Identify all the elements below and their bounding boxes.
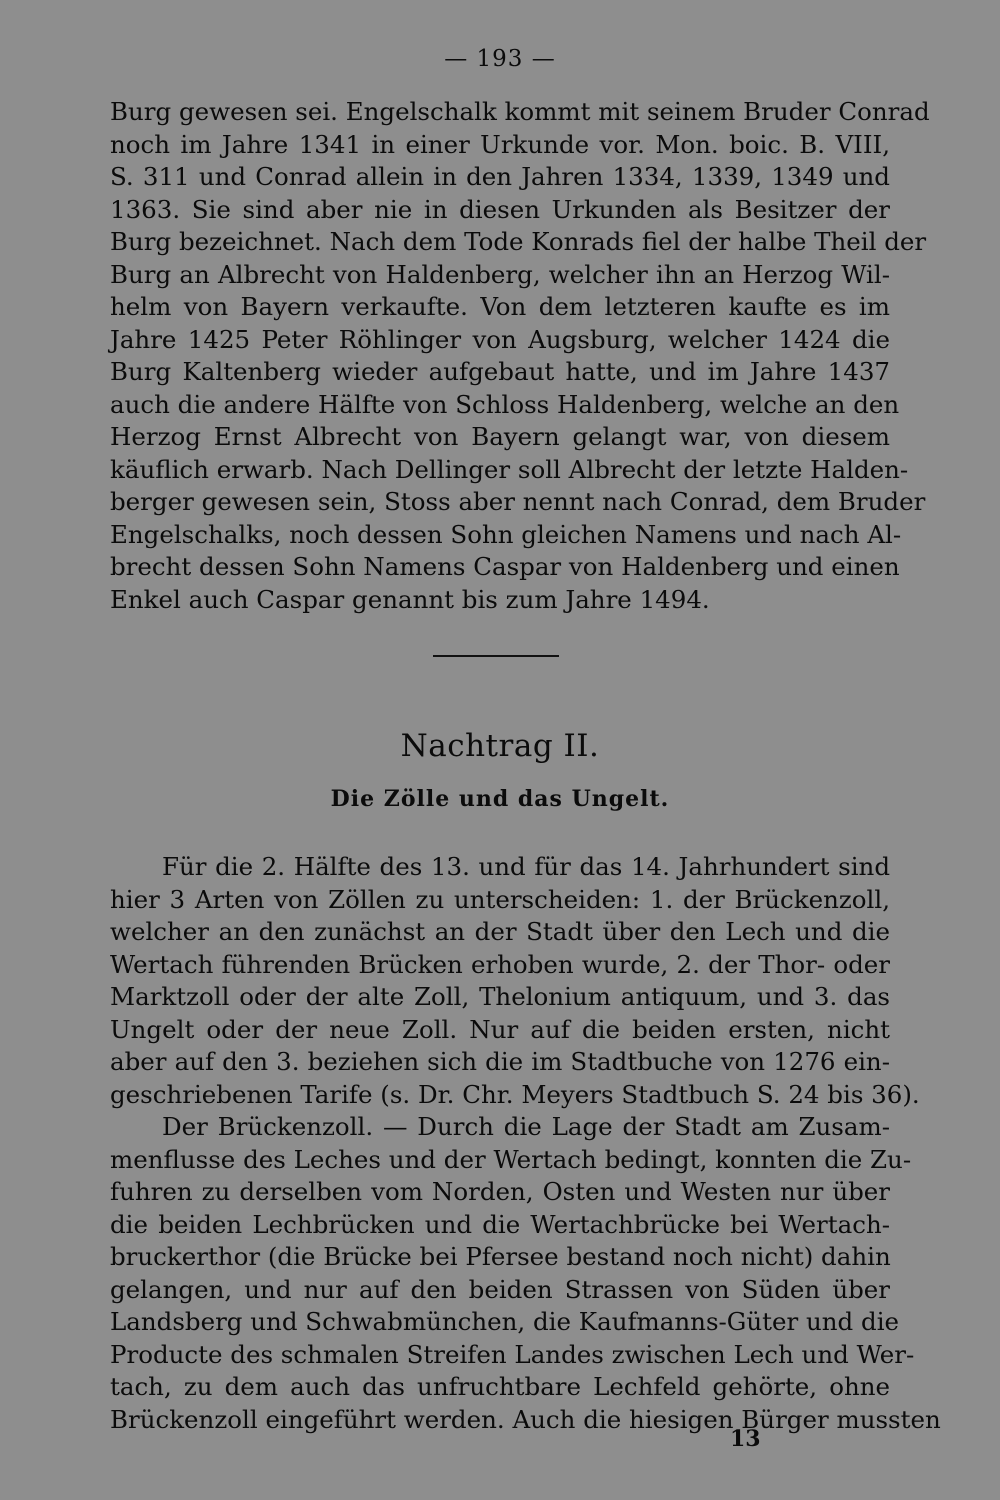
text-line: Burg Kaltenberg wieder aufgebaut hatte, und im Jahre 1437: [110, 357, 890, 386]
text-line: Der Brückenzoll. — Durch die Lage der Stadt am Zusam-: [162, 1112, 890, 1141]
text-line: bruckerthor (die Brücke bei Pfersee bestand noch nicht) dahin: [110, 1242, 891, 1271]
text-line: helm von Bayern verkaufte. Von dem letzteren kaufte es im: [110, 292, 890, 321]
section-subtitle: Die Zölle und das Ungelt.: [330, 786, 670, 812]
text-line: berger gewesen sein, Stoss aber nennt nach Conrad, dem Bruder: [110, 487, 926, 516]
text-line: hier 3 Arten von Zöllen zu unterscheiden: 1. der Brückenzoll,: [110, 884, 890, 914]
text-line: S. 311 und Conrad allein in den Jahren 1334, 1339, 1349 und: [110, 162, 890, 191]
text-line: fuhren zu derselben vom Norden, Osten und Westen nur über: [110, 1177, 890, 1206]
text-line: Jahre 1425 Peter Röhlinger von Augsburg, welcher 1424 die: [110, 324, 890, 354]
text-line: aber auf den 3. beziehen sich die im Stadtbuche von 1276 ein-: [110, 1047, 890, 1076]
text-line: brecht dessen Sohn Namens Caspar von Haldenberg und einen: [110, 552, 900, 581]
text-line: käuflich erwarb. Nach Dellinger soll Albrecht der letzte Halden-: [110, 454, 909, 484]
paragraph-zoll-types: [110, 851, 920, 1111]
text-line: geschriebenen Tarife (s. Dr. Chr. Meyers Stadtbuch S. 24 bis 36).: [110, 1079, 920, 1109]
text-line: Enkel auch Caspar genannt bis zum Jahre 1494.: [110, 584, 710, 614]
paragraph-burg-history: [110, 96, 930, 616]
text-line: Burg bezeichnet. Nach dem Tode Konrads fiel der halbe Theil der: [110, 227, 927, 256]
text-line: Burg an Albrecht von Haldenberg, welcher ihn an Herzog Wil-: [110, 259, 890, 289]
text-line: Burg gewesen sei. Engelschalk kommt mit seinem Bruder Conrad: [110, 97, 930, 126]
text-line: noch im Jahre 1341 in einer Urkunde vor. Mon. boic. B. VIII,: [110, 129, 890, 159]
text-line: Marktzoll oder der alte Zoll, Thelonium antiquum, und 3. das: [110, 982, 890, 1011]
text-line: tach, zu dem auch das unfruchtbare Lechfeld gehörte, ohne: [110, 1372, 890, 1401]
text-line: Brückenzoll eingeführt werden. Auch die hiesigen Bürger mussten: [110, 1404, 941, 1434]
printer-signature: 13: [730, 1426, 761, 1452]
text-line: Engelschalks, noch dessen Sohn gleichen Namens und nach Al-: [110, 519, 902, 549]
text-line: Wertach führenden Brücken erhoben wurde, 2. der Thor- oder: [110, 949, 890, 979]
text-line: gelangen, und nur auf den beiden Strassen von Süden über: [110, 1274, 890, 1304]
text-line: Landsberg und Schwabmünchen, die Kaufmanns-Güter und die: [110, 1307, 900, 1336]
section-divider: [433, 655, 559, 657]
text-line: 1363. Sie sind aber nie in diesen Urkunden als Besitzer der: [110, 194, 890, 224]
text-line: Herzog Ernst Albrecht von Bayern gelangt war, von diesem: [110, 422, 890, 451]
paragraph-brueckenzoll: [110, 1111, 941, 1436]
text-line: Für die 2. Hälfte des 13. und für das 14. Jahrhundert sind: [162, 852, 890, 881]
text-line: Producte des schmalen Streifen Landes zwischen Lech und Wer-: [110, 1339, 915, 1369]
text-line: auch die andere Hälfte von Schloss Haldenberg, welche an den: [110, 389, 900, 419]
section-title: Nachtrag II.: [400, 728, 600, 764]
page-number: — 193 —: [444, 46, 556, 72]
text-line: Ungelt oder der neue Zoll. Nur auf die beiden ersten, nicht: [110, 1014, 890, 1044]
text-line: welcher an den zunächst an der Stadt über den Lech und die: [110, 917, 890, 946]
text-line: die beiden Lechbrücken und die Wertachbrücke bei Wertach-: [110, 1209, 890, 1239]
text-line: menflusse des Leches und der Wertach bedingt, konnten die Zu-: [110, 1144, 912, 1174]
